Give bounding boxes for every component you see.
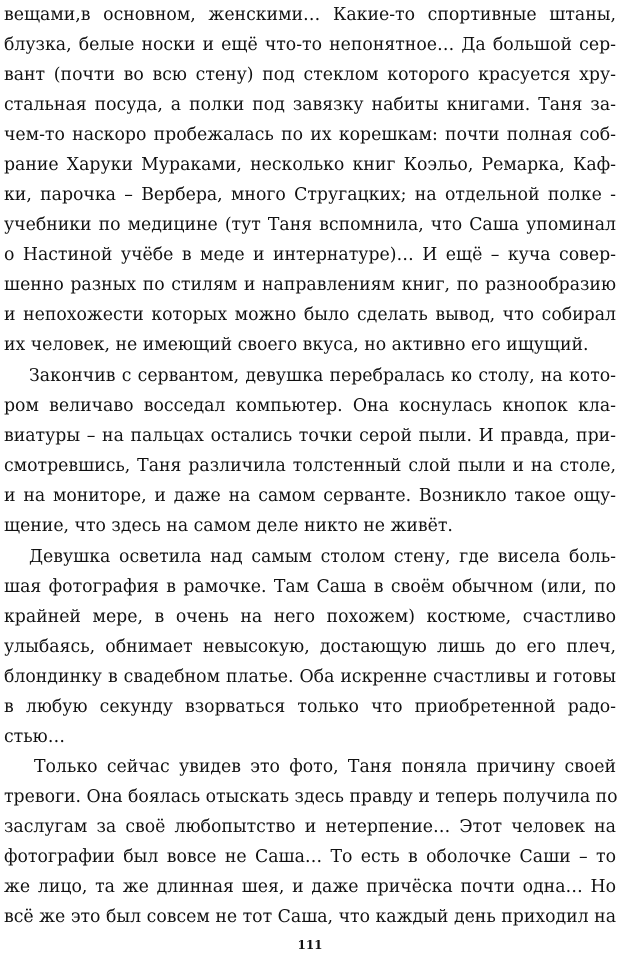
text-line: о Настиной учёбе в меде и интернатуре)… И ещё – куча совер-: [4, 245, 616, 265]
text-line: рание Харуки Мураками, несколько книг Коэльо, Ремарка, Каф-: [4, 155, 616, 175]
text-line: Девушка осветила над самым столом стену, где висела боль-: [29, 547, 616, 567]
text-line: щение, что здесь на самом деле никто не живёт.: [4, 516, 453, 536]
text-line: их человек, не имеющий своего вкуса, но активно его ищущий.: [4, 335, 589, 355]
text-line: же лицо, та же длинная шея, и даже причёска почти одна… Но: [4, 877, 616, 897]
book-page: [4, 0, 616, 963]
text-line: заслугам за своё любопытство и нетерпение… Этот человек на: [4, 817, 616, 837]
text-line: стальная посуда, а полки под завязку набиты книгами. Таня за-: [4, 95, 616, 115]
text-line: тревоги. Она боялась отыскать здесь правду и теперь получила по: [4, 787, 618, 807]
text-line: виатуры – на пальцах остались точки серой пыли. И правда, при-: [4, 426, 616, 446]
page-number: 111: [297, 938, 323, 952]
text-line: в любую секунду взорваться только что приобретенной радо-: [4, 697, 616, 717]
text-line: ром величаво восседал компьютер. Она коснулась кнопок кла-: [4, 396, 616, 416]
text-line: и на мониторе, и даже на самом серванте. Возникло такое ощу-: [4, 486, 616, 506]
text-line: Закончив с сервантом, девушка перебралась ко столу, на кото-: [29, 366, 616, 386]
text-line: ки, парочка – Вербера, много Стругацких; на отдельной полке -: [4, 185, 616, 205]
text-line: крайней мере, в очень на него похожем) костюме, счастливо: [4, 607, 616, 627]
text-line: шенно разных по стилям и направлениям книг, по разнообразию: [4, 275, 616, 295]
text-line: стью…: [4, 727, 65, 747]
text-line: всё же это был совсем не тот Саша, что каждый день приходил на: [4, 907, 616, 927]
text-line: и непохожести которых можно было сделать вывод, что собирал: [4, 305, 616, 325]
text-line: чем-то наскоро пробежалась по их корешкам: почти полная соб-: [4, 125, 616, 145]
text-line: учебники по медицине (тут Таня вспомнила, что Саша упоминал: [4, 215, 616, 235]
text-line: вант (почти во всю стену) под стеклом которого красуется хру-: [4, 65, 616, 85]
text-line: улыбаясь, обнимает невысокую, достающую лишь до его плеч,: [4, 637, 616, 657]
text-line: блондинку в свадебном платье. Оба искренне счастливы и готовы: [4, 667, 616, 687]
text-line: Только сейчас увидев это фото, Таня поняла причину своей: [34, 757, 616, 777]
text-line: блузка, белые носки и ещё что-то непонятное… Да большой сер-: [4, 35, 616, 55]
text-line: смотревшись, Таня различила толстенный слой пыли и на столе,: [4, 456, 616, 476]
text-line: вещами,в основном, женскими… Какие-то спортивные штаны,: [4, 5, 616, 25]
text-line: шая фотография в рамочке. Там Саша в своём обычном (или, по: [4, 577, 616, 597]
text-line: фотографии был вовсе не Саша… То есть в оболочке Саши – то: [4, 847, 616, 867]
